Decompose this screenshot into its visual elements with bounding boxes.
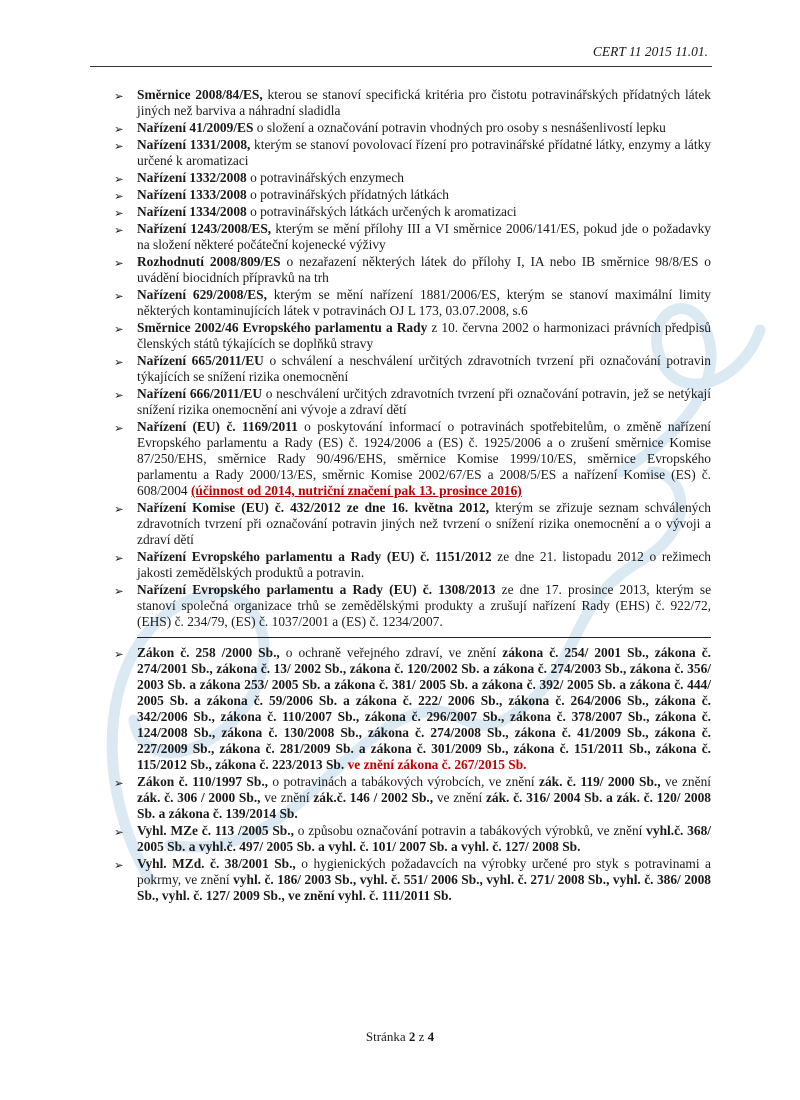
- arrow-bullet-icon: ➢: [114, 647, 124, 661]
- regulation-title: Nařízení 1333/2008: [137, 187, 247, 202]
- regulation-title: Zákon č. 258 /2000 Sb.,: [137, 645, 280, 660]
- list-item: [113, 254, 711, 286]
- regulation-title: zákona č. 254/ 2001 Sb., zákona č. 274/2001 Sb., zákona č. 13/ 2002 Sb., zákona č. 120/2002 Sb. a zákona č. 274/2003 Sb., zákona č. 356/ 2003 Sb. a zákona 253/ 2005 Sb. a zákona č. 381/ 2005 Sb. a zákona č. 392/ 2005 Sb. a zákona č. 444/ 2005 Sb. a zákona č. 59/2006 Sb. a zákona č. 222/ 2006 Sb., zákona č. 264/2006 Sb., zákona č. 342/2006 Sb., zákona č. 110/2007 Sb., zákona č. 296/2007 Sb., zákona č. 378/2007 Sb., zákona č. 124/2008 Sb., zákona č. 130/2008 Sb., zákona č. 274/2008 Sb., zákona č. 41/2009 Sb., zákona č. 227/2009 Sb., zákona č. 281/2009 Sb. a zákona č. 301/2009 Sb., zákona č. 151/2011 Sb., zákona č. 115/2012 Sb., zákona č. 223/2013 Sb.: [137, 645, 711, 772]
- header-divider: [90, 66, 712, 67]
- regulation-description: kterým se zřizuje seznam schválených zdravotních tvrzení při označování potravin jiných než tvrzení o snížení rizika onemocnění a o vývoji a zdraví dětí: [137, 500, 711, 547]
- list-item: [113, 386, 711, 418]
- list-item: [113, 500, 711, 548]
- list-item: [113, 549, 711, 581]
- regulation-description: kterým se mění nařízení 1881/2006/ES, kterým se stanoví maximální limity některých kontaminujících látek v potravinách OJ L 173, 03.07.2008, s.6: [137, 287, 712, 318]
- arrow-bullet-icon: ➢: [114, 551, 124, 565]
- regulation-title: Směrnice 2008/84/ES,: [137, 87, 263, 102]
- arrow-bullet-icon: ➢: [114, 388, 124, 402]
- regulation-description: ze dne 21. listopadu 2012 o režimech jakosti zemědělských produktů a potravin.: [137, 549, 711, 580]
- list-item-text: [137, 187, 449, 202]
- regulation-description: o poskytování informací o potravinách spotřebitelům, o změně nařízení Evropského parlamentu a Rady (ES) č. 1924/2006 a (ES) č. 1925/2006 a o zrušení směrnice Komise 87/250/EHS, směrnice Rady 90/496/EHS, směrnice Komise 1999/10/ES, směrnice Evropského parlamentu a Rady 2000/13/ES, směrnic Komise 2002/67/ES a 2008/5/ES a nařízení Komise (ES) č. 608/2004: [137, 419, 711, 498]
- regulation-description: o neschválení určitých zdravotních tvrzení při označování potravin, jež se netýkají snížení rizika onemocnění ani vývoje a zdraví dětí: [137, 386, 711, 417]
- arrow-bullet-icon: ➢: [114, 502, 124, 516]
- regulation-title: Nařízení (EU) č. 1169/2011: [137, 419, 298, 434]
- regulation-description: o schválení a neschválení určitých zdravotních tvrzení při označování potravin týkajících se snížení rizika onemocnění: [137, 353, 711, 384]
- regulation-title: Nařízení 629/2008/ES,: [137, 287, 267, 302]
- list-item: [113, 582, 711, 630]
- eu-legislation-list: [113, 87, 711, 630]
- regulation-title: Nařízení 665/2011/EU: [137, 353, 264, 368]
- list-item: [113, 187, 711, 203]
- list-item-text: [137, 170, 404, 185]
- regulation-description: o způsobu označování potravin a tabákových výrobků, ve znění: [293, 823, 647, 838]
- arrow-bullet-icon: ➢: [114, 858, 124, 872]
- arrow-bullet-icon: ➢: [114, 355, 124, 369]
- list-item: [113, 120, 711, 136]
- arrow-bullet-icon: ➢: [114, 206, 124, 220]
- footer-page-number: 2: [408, 1029, 416, 1044]
- regulation-description: ze dne 17. prosince 2013, kterým se stanoví společná organizace trhů se zemědělskými produkty a zrušují nařízení Rady (EHS) č. 922/72, (EHS) č. 234/79, (ES) č. 1037/2001 a (ES) č. 1234/2007.: [137, 582, 712, 629]
- list-item: [113, 170, 711, 186]
- regulation-description: kterým se mění přílohy III a VI směrnice 2006/141/ES, pokud jde o požadavky na složení některé počáteční kojenecké výživy: [137, 221, 711, 252]
- list-item: [113, 353, 711, 385]
- regulation-title: Nařízení Evropského parlamentu a Rady (EU) č. 1151/2012: [137, 549, 492, 564]
- list-item-text: [137, 287, 711, 318]
- list-item-text: [137, 120, 666, 135]
- list-item-text: [137, 856, 711, 903]
- list-item-text: [137, 500, 711, 547]
- list-item-text: [137, 645, 711, 772]
- list-item-text: [137, 221, 711, 252]
- regulation-description: o složení a označování potravin vhodných pro osoby s nesnášenlivostí lepku: [253, 120, 666, 135]
- arrow-bullet-icon: ➢: [114, 89, 124, 103]
- regulation-title: Nařízení 1243/2008/ES,: [137, 221, 272, 236]
- regulation-title: Nařízení 1334/2008: [137, 204, 247, 219]
- regulation-title: vyhl. č. 186/ 2003 Sb., vyhl. č. 551/ 2006 Sb., vyhl. č. 271/ 2008 Sb., vyhl. č. 386/ 2008 Sb., vyhl. č. 127/ 2009 Sb., ve znění vyhl. č. 111/2011 Sb.: [137, 872, 711, 903]
- regulation-title: Nařízení 1331/2008,: [137, 137, 251, 152]
- cz-legislation-list: [113, 645, 711, 904]
- regulation-description: ve znění: [260, 790, 314, 805]
- regulation-title: Nařízení Komise (EU) č. 432/2012 ze dne 16. května 2012,: [137, 500, 490, 515]
- arrow-bullet-icon: ➢: [114, 421, 124, 435]
- document-reference: CERT 11 2015 11.01.: [592, 44, 708, 59]
- regulation-description: o ochraně veřejného zdraví, ve znění: [279, 645, 503, 660]
- arrow-bullet-icon: ➢: [114, 256, 124, 270]
- list-item: [113, 823, 711, 855]
- regulation-description: kterou se stanoví specifická kritéria pro čistotu potravinářských přídatných látek jiných než barviva a náhradní sladidla: [137, 87, 711, 118]
- regulation-title: Nařízení 41/2009/ES: [137, 120, 254, 135]
- list-item-text: [137, 419, 711, 498]
- list-item: [113, 856, 711, 904]
- arrow-bullet-icon: ➢: [114, 584, 124, 598]
- list-item-text: [137, 386, 711, 417]
- regulation-title: vyhl.č. 368/ 2005 Sb. a vyhl.č. 497/ 2005 Sb. a vyhl. č. 101/ 2007 Sb. a vyhl. č. 127/ 2008 Sb.: [137, 823, 711, 854]
- arrow-bullet-icon: ➢: [114, 776, 124, 790]
- list-item-text: [137, 254, 711, 285]
- list-item: [113, 204, 711, 220]
- regulation-description: o potravinářských látkách určených k aromatizaci: [246, 204, 517, 219]
- list-item: [113, 287, 711, 319]
- regulation-description: ve znění: [433, 790, 486, 805]
- list-item: [113, 774, 711, 822]
- list-item: [113, 419, 711, 499]
- arrow-bullet-icon: ➢: [114, 139, 124, 153]
- list-item: [113, 320, 711, 352]
- footer-label: Stránka: [365, 1029, 409, 1044]
- list-item-text: [137, 774, 711, 821]
- list-item-text: [137, 320, 711, 351]
- list-item: [113, 221, 711, 253]
- list-item-text: [137, 549, 711, 580]
- list-item: [113, 87, 711, 119]
- arrow-bullet-icon: ➢: [114, 189, 124, 203]
- document-body: [113, 87, 711, 905]
- red-highlight-text: ve znění zákona č. 267/2015 Sb.: [347, 757, 527, 772]
- regulation-title: zák. č. 119/ 2000 Sb.,: [539, 774, 661, 789]
- regulation-description: o potravinářských přídatných látkách: [246, 187, 449, 202]
- regulation-title: Zákon č. 110/1997 Sb.,: [137, 774, 269, 789]
- regulation-description: z 10. června 2002 o harmonizaci právních předpisů členských států týkajících se doplňků stravy: [137, 320, 712, 351]
- regulation-title: Směrnice 2002/46 Evropského parlamentu a Rady: [137, 320, 428, 335]
- footer-page-total: 4: [427, 1029, 435, 1044]
- regulation-title: Vyhl. MZd. č. 38/2001 Sb.,: [137, 856, 296, 871]
- regulation-title: Nařízení 1332/2008: [137, 170, 247, 185]
- regulation-description: ve znění: [660, 774, 711, 789]
- regulation-description: o nezařazení některých látek do přílohy I, IA nebo IB směrnice 98/8/ES o uvádění biocidních přípravků na trh: [137, 254, 711, 285]
- red-highlight-text: (účinnost od 2014, nutriční značení pak 13. prosince 2016): [190, 483, 522, 498]
- regulation-description: kterým se stanoví povolovací řízení pro potravinářské přídatné látky, enzymy a látky určené k aromatizaci: [137, 137, 711, 168]
- list-item-text: [137, 353, 711, 384]
- arrow-bullet-icon: ➢: [114, 223, 124, 237]
- regulation-title: Nařízení Evropského parlamentu a Rady (EU) č. 1308/2013: [137, 582, 496, 597]
- footer-of-label: z: [415, 1029, 428, 1044]
- list-item: [113, 645, 711, 773]
- section-divider: [137, 637, 711, 638]
- regulation-title: Nařízení 666/2011/EU: [137, 386, 262, 401]
- list-item-text: [137, 137, 711, 168]
- arrow-bullet-icon: ➢: [114, 289, 124, 303]
- regulation-title: zák. č. 306 / 2000 Sb.,: [137, 790, 261, 805]
- regulation-description: o potravinářských enzymech: [246, 170, 404, 185]
- arrow-bullet-icon: ➢: [114, 322, 124, 336]
- regulation-title: zák. č. 316/ 2004 Sb. a zák. č. 120/ 2008 Sb. a zákona č. 139/2014 Sb.: [137, 790, 711, 821]
- list-item-text: [137, 582, 711, 629]
- list-item: [113, 137, 711, 169]
- list-item-text: [137, 204, 517, 219]
- regulation-title: Vyhl. MZe č. 113 /2005 Sb.,: [137, 823, 294, 838]
- list-item-text: [137, 823, 711, 854]
- regulation-title: zák.č. 146 / 2002 Sb.,: [313, 790, 434, 805]
- arrow-bullet-icon: ➢: [114, 825, 124, 839]
- regulation-description: o hygienických požadavcích na výrobky určené pro styk s potravinami a pokrmy, ve znění: [137, 856, 711, 887]
- list-item-text: [137, 87, 711, 118]
- regulation-title: Rozhodnutí 2008/809/ES: [137, 254, 281, 269]
- page-footer: [0, 1029, 800, 1045]
- arrow-bullet-icon: ➢: [114, 172, 124, 186]
- regulation-description: o potravinách a tabákových výrobcích, ve znění: [268, 774, 540, 789]
- arrow-bullet-icon: ➢: [114, 122, 124, 136]
